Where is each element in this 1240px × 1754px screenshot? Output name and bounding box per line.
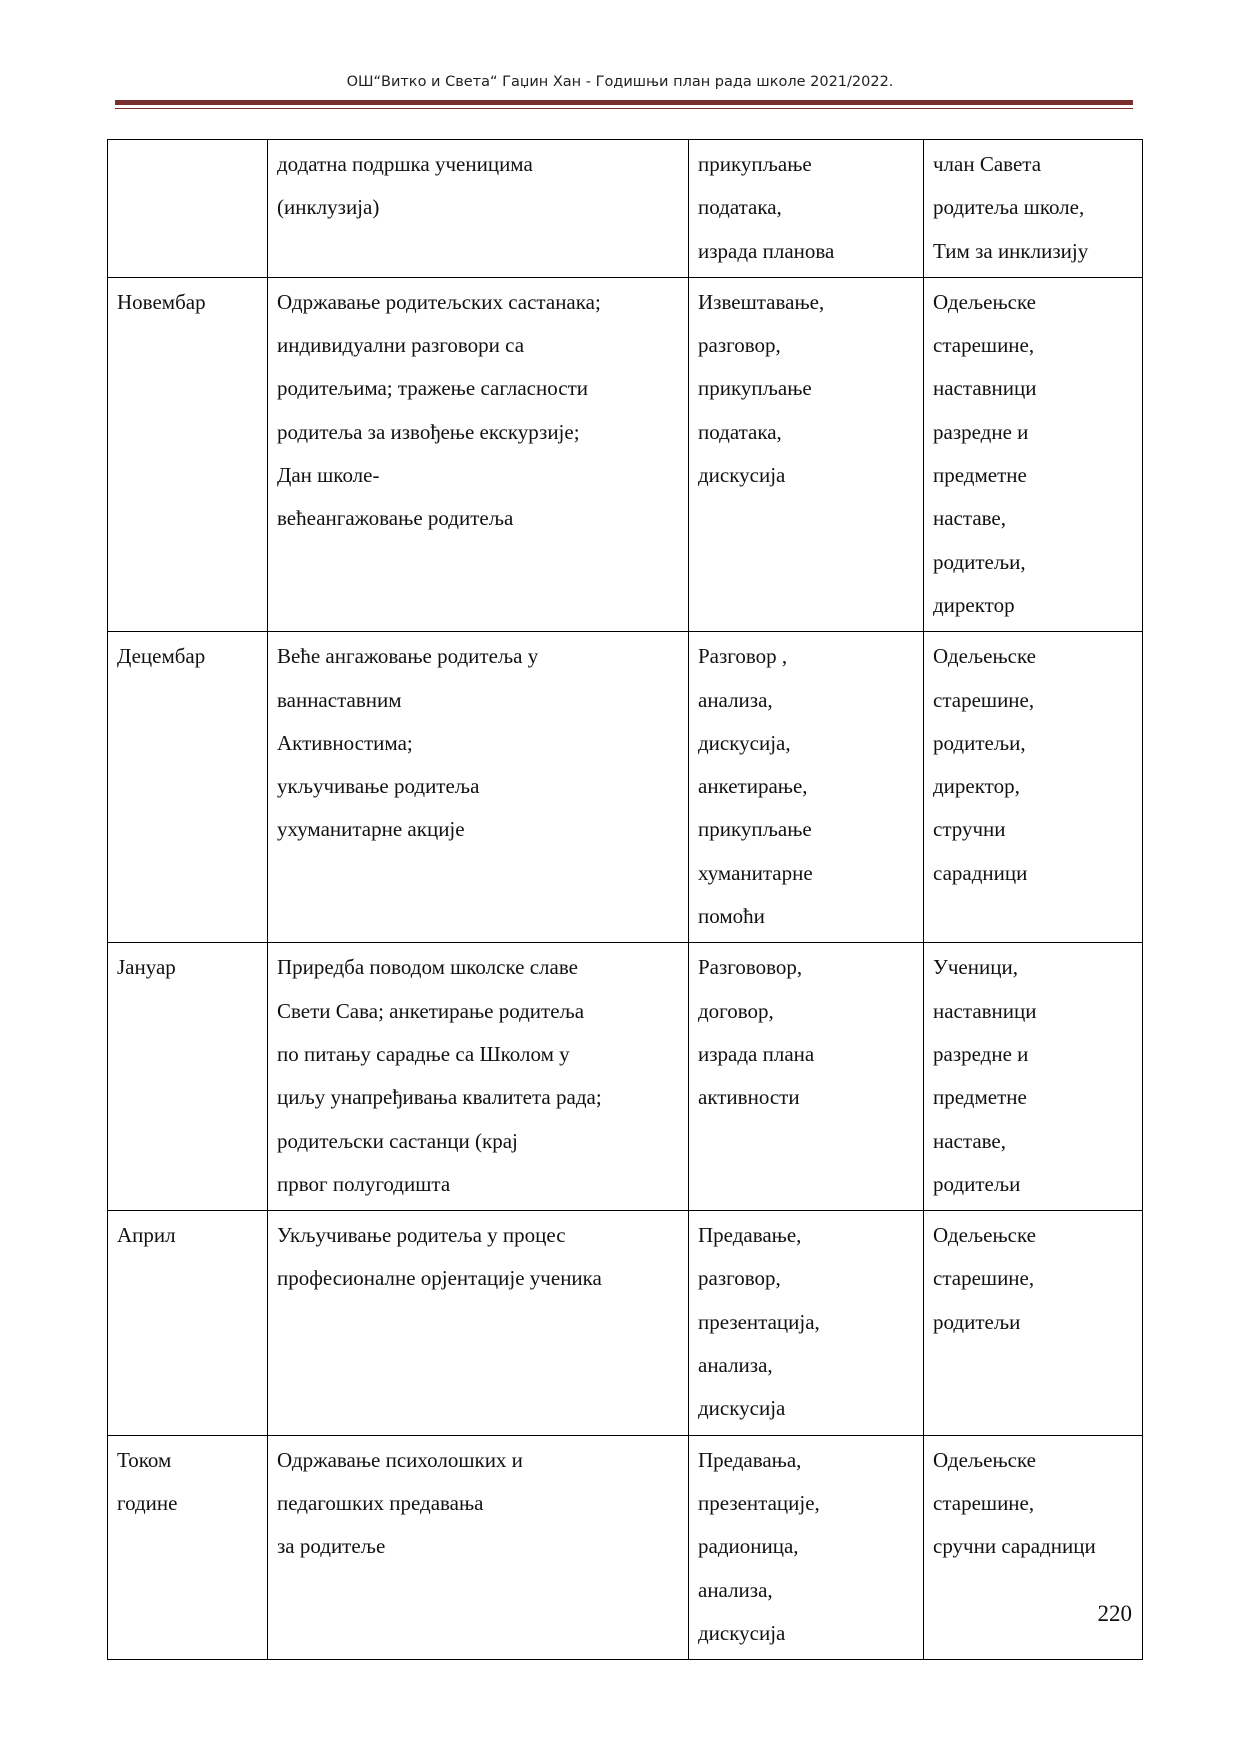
activity-cell: Веће ангажовање родитеља у ваннаставним Активностима; укључивање родитеља ухуманитарне акције	[268, 632, 689, 943]
table-row	[108, 1211, 1143, 1435]
activity-cell: додатна подршка ученицима (инклузија)	[268, 140, 689, 278]
month-cell: Јануар	[108, 943, 268, 1211]
month-cell: Новембар	[108, 277, 268, 631]
holders-cell: Одељењске старешине, родитељи	[924, 1211, 1143, 1435]
activity-cell: Укључивање родитеља у процес професионалне орјентације ученика	[268, 1211, 689, 1435]
month-cell: Децембар	[108, 632, 268, 943]
table-row	[108, 632, 1143, 943]
month-cell: Током године	[108, 1435, 268, 1659]
holders-cell: Одељењске старешине, наставници разредне и предметне наставе, родитељи, директор	[924, 277, 1143, 631]
parent-cooperation-table	[107, 139, 1143, 1660]
month-cell: Април	[108, 1211, 268, 1435]
table-row	[108, 140, 1143, 278]
method-cell: Предавање, разговор, презентација, анализа, дискусија	[689, 1211, 924, 1435]
month-cell	[108, 140, 268, 278]
header-rule-thin	[115, 108, 1133, 109]
method-cell: Разговор , анализа, дискусија, анкетирање, прикупљање хуманитарне помоћи	[689, 632, 924, 943]
activity-cell: Одржавање родитељских састанака; индивидуални разговори са родитељима; тражење сагласности родитеља за извођење екскурзије; Дан школе- већеангажовање родитеља	[268, 277, 689, 631]
activity-cell: Одржавање психолошких и педагошких предавања за родитеље	[268, 1435, 689, 1659]
table-row	[108, 277, 1143, 631]
holders-cell: Одељењске старешине, родитељи, директор, стручни сарадници	[924, 632, 1143, 943]
holders-cell: Одељењске старешине, сручни сарадници	[924, 1435, 1143, 1659]
table-row	[108, 1435, 1143, 1659]
page-number: 220	[1097, 1601, 1132, 1626]
page-header: ОШ“Витко и Света“ Гаџин Хан - Годишњи план рада школе 2021/2022.	[346, 74, 894, 90]
method-cell: Разгововор, договор, израда плана активности	[689, 943, 924, 1211]
holders-cell: члан Савета родитеља школе, Тим за инклизију	[924, 140, 1143, 278]
header-rule-thick	[115, 100, 1133, 105]
holders-cell: Ученици, наставници разредне и предметне наставе, родитељи	[924, 943, 1143, 1211]
table-row	[108, 943, 1143, 1211]
method-cell: Предавања, презентације, радионица, анализа, дискусија	[689, 1435, 924, 1659]
activity-cell: Приредба поводом школске славе Свети Сава; анкетирање родитеља по питању сарадње са Школом у циљу унапређивања квалитета рада; родитељски састанци (крај првог полугодишта	[268, 943, 689, 1211]
method-cell: Извештавање, разговор, прикупљање података, дискусија	[689, 277, 924, 631]
method-cell: прикупљање података, израда планова	[689, 140, 924, 278]
